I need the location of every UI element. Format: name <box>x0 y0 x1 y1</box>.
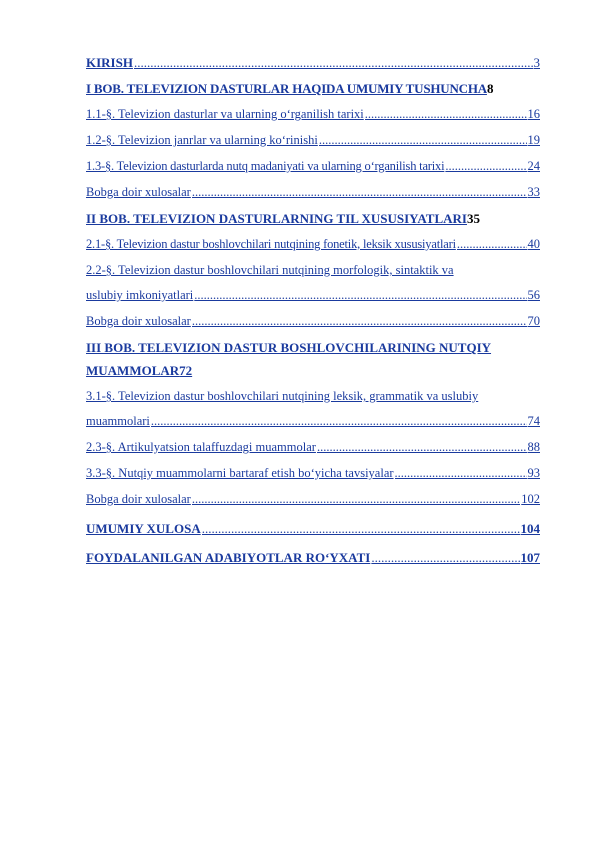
toc-entry-chapter-1-conclusion[interactable] <box>86 184 540 201</box>
toc-page-number: 16 <box>527 107 540 121</box>
toc-entry-chapter-1[interactable] <box>86 80 540 97</box>
toc-entry-chapter-2[interactable] <box>86 210 540 227</box>
toc-entry-title: UMUMIY XULOSA <box>86 521 201 536</box>
toc-entry-chapter-3[interactable] <box>86 339 540 379</box>
toc-entry-title: MUAMMOLAR <box>86 363 180 378</box>
toc-page-number: 19 <box>527 133 540 147</box>
toc-entry-section-3-3[interactable] <box>86 465 540 482</box>
toc-page-number: 33 <box>527 185 540 199</box>
toc-entry-title: KIRISH <box>86 55 133 70</box>
toc-page-number: 107 <box>520 550 540 565</box>
toc-leader-dots <box>192 184 527 201</box>
toc-entry-section-1-3[interactable] <box>86 158 540 175</box>
toc-page-number: 40 <box>527 237 540 251</box>
toc-entry-general-conclusion[interactable] <box>86 520 540 537</box>
toc-leader-dots <box>192 313 527 330</box>
toc-leader-dots <box>194 287 526 304</box>
toc-page-number: 102 <box>521 492 540 506</box>
toc-leader-dots <box>457 236 527 253</box>
toc-entry-title: Bobga doir xulosalar <box>86 492 191 506</box>
toc-leader-dots <box>151 413 527 430</box>
toc-entry-chapter-2-conclusion[interactable] <box>86 313 540 330</box>
toc-entry-title: 1.1-§. Televizion dasturlar va ularning o‘rganilish tarixi <box>86 107 364 121</box>
toc-leader-dots <box>317 439 527 456</box>
toc-entry-title-line1: 3.1-§. Televizion dastur boshlovchilari nutqining leksik, grammatik va uslubiy <box>86 389 479 403</box>
toc-page-number: 74 <box>527 414 540 428</box>
toc-page-number: 3 <box>533 55 540 70</box>
toc-entry-section-2-1[interactable] <box>86 236 540 253</box>
toc-leader-dots <box>319 132 527 149</box>
toc-entry-section-1-2[interactable] <box>86 132 540 149</box>
toc-entry-title-line1: 2.2-§. Televizion dastur boshlovchilari nutqining morfologik, sintaktik va <box>86 263 454 277</box>
toc-entry-title: Bobga doir xulosalar <box>86 314 191 328</box>
toc-leader-dots <box>395 465 527 482</box>
toc-leader-dots <box>445 158 526 175</box>
toc-page-number: 56 <box>527 288 540 302</box>
toc-page-number: 70 <box>527 314 540 328</box>
toc-leader-dots <box>202 520 520 537</box>
toc-entry-title: 1.2-§. Televizion janrlar va ularning ko‘rinishi <box>86 133 318 147</box>
toc-entry-title: 2.1-§. Televizion dastur boshlovchilari nutqining fonetik, leksik xususiyatlari <box>86 237 456 251</box>
toc-entry-title: 1.3-§. Televizion dasturlarda nutq madaniyati va ularning o‘rganilish tarixi <box>86 159 445 173</box>
toc-leader-dots <box>365 106 527 123</box>
toc-page-number: 8 <box>486 81 494 96</box>
toc-leader-dots <box>134 54 533 71</box>
toc-entry-section-2-2[interactable] <box>86 262 540 304</box>
toc-entry-title: FOYDALANILGAN ADABIYOTLAR RO‘YXATI <box>86 550 371 565</box>
toc-leader-dots <box>371 549 519 566</box>
toc-entry-title: 2.3-§. Artikulyatsion talaffuzdagi muammolar <box>86 440 316 454</box>
toc-entry-section-3-1[interactable] <box>86 388 540 430</box>
toc-leader-dots <box>192 491 520 508</box>
toc-entry-title: Bobga doir xulosalar <box>86 185 191 199</box>
toc-page-number: 24 <box>527 159 540 173</box>
toc-entry-bibliography[interactable] <box>86 549 540 566</box>
toc-entry-title: 3.3-§. Nutqiy muammolarni bartaraf etish bo‘yicha tavsiyalar <box>86 466 394 480</box>
toc-entry-title: muammolari <box>86 414 150 428</box>
toc-entry-title: II BOB. TELEVIZION DASTURLARNING TIL XUSUSIYATLARI <box>86 211 467 226</box>
toc-page-number: 93 <box>527 466 540 480</box>
toc-page-number: 88 <box>527 440 540 454</box>
toc-entry-title: uslubiy imkoniyatlari <box>86 288 194 302</box>
toc-entry-title: I BOB. TELEVIZION DASTURLAR HAQIDA UMUMIY TUSHUNCHA <box>86 81 487 96</box>
toc-page-number: 104 <box>520 521 540 536</box>
toc-entry-section-1-1[interactable] <box>86 106 540 123</box>
toc-entry-chapter-3-conclusion[interactable] <box>86 491 540 508</box>
toc-entry-title-line1: III BOB. TELEVIZION DASTUR BOSHLOVCHILARINING NUTQIY <box>86 340 492 355</box>
toc-page-number: 35 <box>466 211 480 226</box>
table-of-contents <box>86 54 540 575</box>
toc-entry-section-2-3[interactable] <box>86 439 540 456</box>
toc-entry-kirish[interactable] <box>86 54 540 71</box>
toc-page-number: 72 <box>179 363 193 378</box>
